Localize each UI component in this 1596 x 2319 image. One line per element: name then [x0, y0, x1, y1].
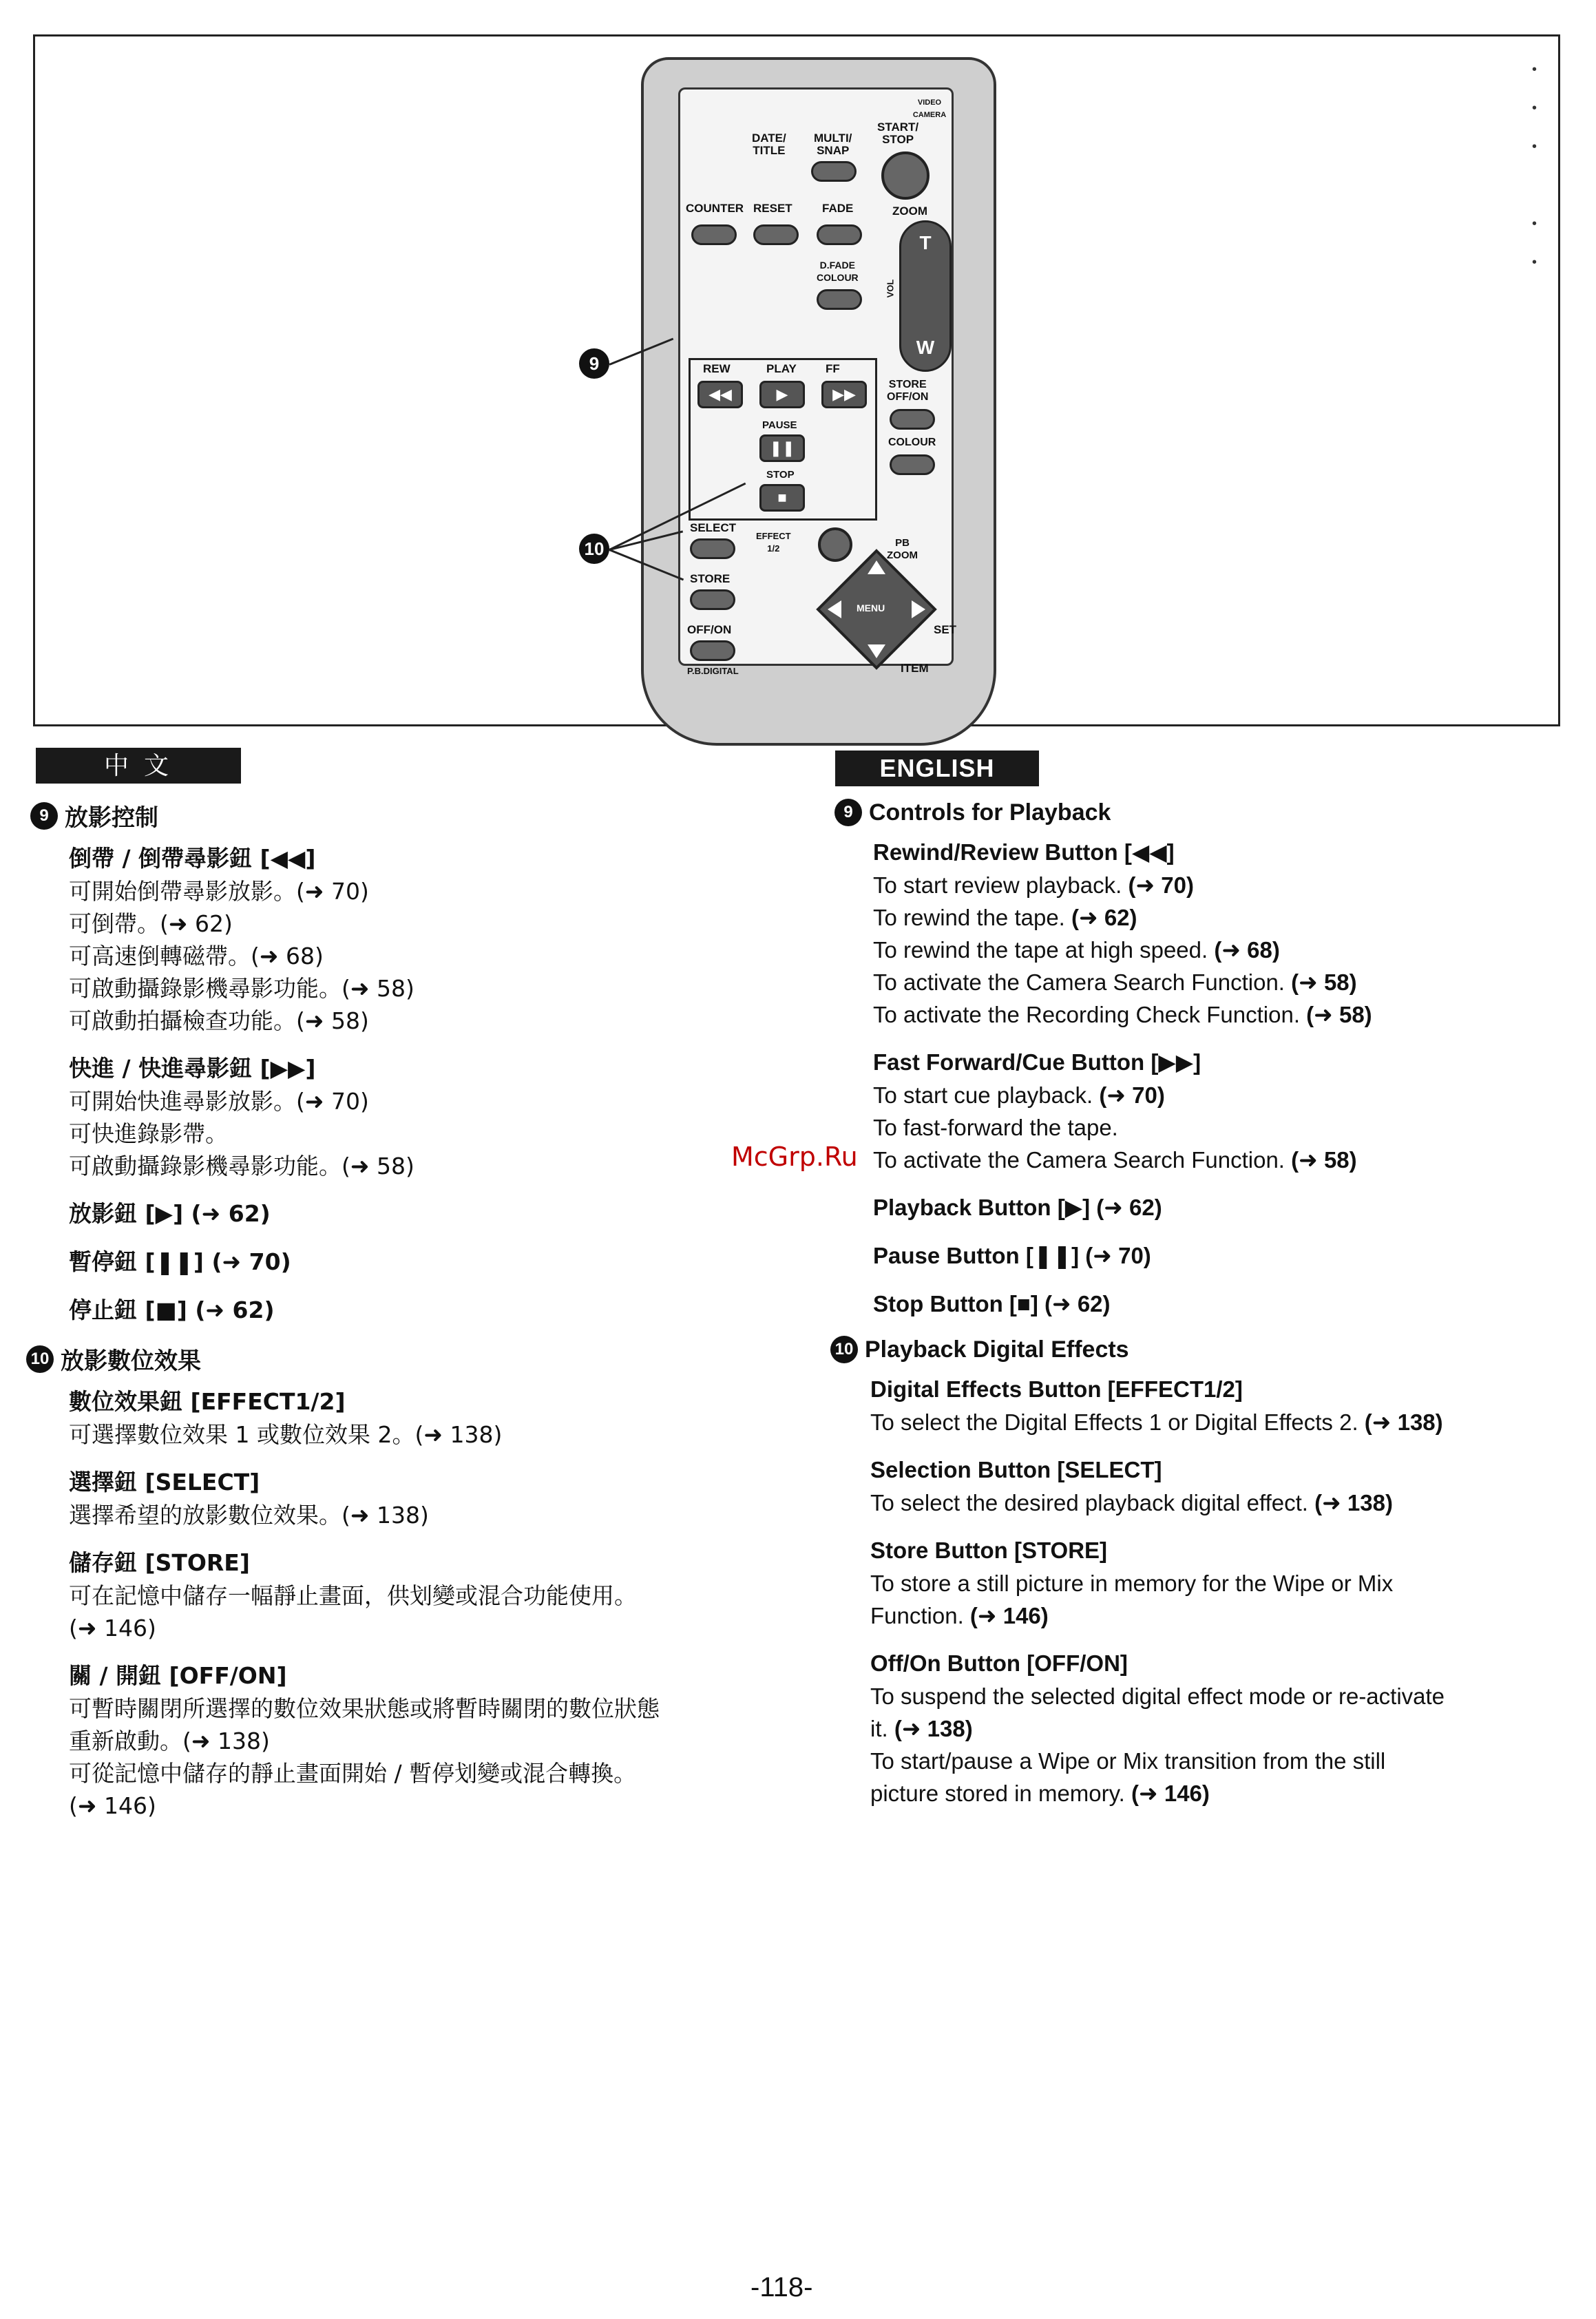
- en-store-title: Store Button [STORE]: [870, 1538, 1108, 1563]
- en-select-title: Selection Button [SELECT]: [870, 1457, 1162, 1482]
- zh-play-title: 放影鈕 [▶] (➜ 62): [69, 1200, 271, 1227]
- en-rewind-line2-text: To rewind the tape.: [873, 905, 1065, 930]
- en-rewind-line3-text: To rewind the tape at high speed.: [873, 937, 1208, 963]
- zh-ff-line2: 可快進錄影帶。: [69, 1120, 228, 1147]
- zh-effect-title: 數位效果鈕 [EFFECT1/2]: [69, 1388, 346, 1415]
- edge-marks: • • • • •: [1532, 62, 1537, 270]
- watermark: McGrp.Ru: [731, 1142, 858, 1172]
- en-select-line1: [870, 1487, 1564, 1519]
- en-rewind-line5-ref: (➜ 58): [1306, 1002, 1372, 1027]
- en-select-line1-ref: (➜ 138): [1314, 1490, 1393, 1515]
- zh-select-title: 選擇鈕 [SELECT]: [69, 1469, 260, 1496]
- pb-digital-label: P.B.DIGITAL: [687, 666, 739, 676]
- zh-rewind-line3: 可高速倒轉磁帶。(➜ 68): [69, 943, 324, 969]
- en-offon-line4-ref: (➜ 146): [1131, 1781, 1210, 1806]
- start-stop-button: [881, 151, 930, 200]
- zh-ff-line3: 可啟動攝錄影機尋影功能。(➜ 58): [69, 1153, 414, 1179]
- en-stop-item: [873, 1288, 1564, 1321]
- zh-rewind-line1: 可開始倒帶尋影放影。(➜ 70): [69, 878, 369, 905]
- d-fade-colour-label: D.FADE COLOUR: [817, 260, 859, 283]
- fade-label: FADE: [822, 202, 854, 215]
- en-offon-line4: [870, 1777, 1564, 1809]
- zh-store-line1: 可在記憶中儲存一幅靜止畫面，供划變或混合功能使用。: [69, 1582, 637, 1609]
- zh-offon-line1: 可暫時關閉所選擇的數位效果狀態或將暫時關閉的數位狀態: [69, 1695, 660, 1722]
- en-store-line2-ref: (➜ 146): [969, 1603, 1049, 1628]
- zh-sec9-title: 放影控制: [65, 805, 158, 831]
- zh-play-item: [69, 1197, 760, 1230]
- zh-rewind-line4: 可啟動攝錄影機尋影功能。(➜ 58): [69, 975, 414, 1002]
- play-label: PLAY: [766, 362, 797, 375]
- en-ff-line1: [873, 1079, 1564, 1111]
- pause-label: PAUSE: [762, 419, 797, 431]
- zoom-rocker: [899, 220, 952, 372]
- remote-button-panel: [678, 87, 957, 676]
- offon-label: OFF/ON: [687, 623, 732, 636]
- en-effect-line1-ref: (➜ 138): [1364, 1409, 1443, 1435]
- en-play-item: [873, 1191, 1564, 1224]
- reset-label: RESET: [753, 202, 792, 215]
- zh-ff-line1: 可開始快進尋影放影。(➜ 70): [69, 1088, 369, 1115]
- en-pause-title: Pause Button [❚❚] (➜ 70): [873, 1243, 1151, 1268]
- en-ff-line1-text: To start cue playback.: [873, 1082, 1093, 1108]
- colour-label: COLOUR: [888, 437, 936, 448]
- chinese-header: 中 文: [36, 748, 241, 784]
- en-ff-line2: To fast-forward the tape.: [873, 1115, 1118, 1140]
- zh-store-title: 儲存鈕 [STORE]: [69, 1549, 250, 1576]
- stop-label: STOP: [766, 469, 795, 481]
- zh-rewind-line5: 可啟動拍攝檢查功能。(➜ 58): [69, 1007, 369, 1034]
- zh-select-item: [69, 1466, 760, 1531]
- en-offon-title: Off/On Button [OFF/ON]: [870, 1650, 1128, 1676]
- item-label: ITEM: [901, 662, 929, 675]
- en-offon-line2: [870, 1712, 1564, 1745]
- en-store-line2: [870, 1599, 1564, 1632]
- en-effect-item: [870, 1373, 1564, 1438]
- en-sec9-heading: [834, 799, 1564, 826]
- remote-control-illustration: [641, 57, 996, 746]
- en-pause-item: [873, 1239, 1564, 1272]
- zh-pause-item: [69, 1246, 760, 1279]
- chinese-column: [30, 799, 760, 1837]
- store-button-illustration: [690, 589, 735, 610]
- zh-rewind-item: [69, 842, 760, 1037]
- zh-effect-line1: 可選擇數位效果 1 或數位效果 2。(➜ 138): [69, 1421, 503, 1448]
- zoom-t-label: T: [919, 232, 932, 253]
- zh-stop-title: 停止鈕 [■] (➜ 62): [69, 1297, 275, 1323]
- en-rewind-item: [873, 836, 1564, 1031]
- multi-snap-label: MULTI/ SNAP: [814, 132, 852, 157]
- zh-pause-title: 暫停鈕 [❚❚] (➜ 70): [69, 1248, 291, 1275]
- zh-sec10-heading: [26, 1342, 760, 1376]
- reset-button: [753, 224, 799, 245]
- play-button-illustration: ▶: [759, 381, 805, 408]
- fast-forward-button-illustration: ▶▶: [821, 381, 867, 408]
- store-offon-label: STORE OFF/ON: [887, 379, 929, 403]
- rewind-button-illustration: ◀◀: [697, 381, 743, 408]
- en-rewind-line1-ref: (➜ 70): [1128, 872, 1194, 898]
- en-rewind-line2-ref: (➜ 62): [1071, 905, 1137, 930]
- menu-label: MENU: [857, 602, 885, 613]
- en-sec10-heading: [830, 1336, 1564, 1363]
- en-store-line2-text: Function.: [870, 1603, 964, 1628]
- en-rewind-line5-text: To activate the Recording Check Function.: [873, 1002, 1300, 1027]
- zh-offon-line4: (➜ 146): [69, 1792, 156, 1819]
- en-offon-line2-text: it.: [870, 1716, 888, 1741]
- zh-rewind-title: 倒帶 / 倒帶尋影鈕 [◀◀]: [69, 845, 316, 872]
- select-label: SELECT: [690, 521, 737, 534]
- ff-label: FF: [826, 362, 840, 375]
- zoom-w-label: W: [916, 337, 935, 358]
- multi-snap-button: [811, 161, 857, 182]
- en-play-title: Playback Button [▶] (➜ 62): [873, 1195, 1162, 1220]
- zh-rewind-line2: 可倒帶。(➜ 62): [69, 910, 233, 937]
- en-rewind-line3: [873, 934, 1564, 966]
- en-ff-title: Fast Forward/Cue Button [▶▶]: [873, 1049, 1201, 1075]
- offon-button-illustration: [690, 640, 735, 661]
- en-stop-title: Stop Button [■] (➜ 62): [873, 1291, 1111, 1316]
- colour-button: [890, 454, 935, 475]
- en-rewind-line2: [873, 901, 1564, 934]
- en-ff-line3-ref: (➜ 58): [1291, 1147, 1357, 1173]
- en-sec10-title: Playback Digital Effects: [865, 1336, 1129, 1363]
- en-rewind-line5: [873, 998, 1564, 1031]
- zh-ff-item: [69, 1052, 760, 1182]
- en-rewind-title: Rewind/Review Button [◀◀]: [873, 839, 1175, 865]
- menu-direction-pad: [811, 544, 957, 675]
- en-store-item: [870, 1534, 1564, 1632]
- en-ff-line1-ref: (➜ 70): [1099, 1082, 1165, 1108]
- en-rewind-line1: [873, 869, 1564, 901]
- callout-9: 9: [579, 348, 609, 379]
- zh-offon-line2: 重新啟動。(➜ 138): [69, 1728, 270, 1754]
- zh-select-line1: 選擇希望的放影數位效果。(➜ 138): [69, 1502, 429, 1529]
- en-effect-title: Digital Effects Button [EFFECT1/2]: [870, 1376, 1243, 1402]
- zh-sec10-title: 放影數位效果: [61, 1348, 201, 1374]
- select-button-illustration: [690, 538, 735, 559]
- store-offon-button: [890, 409, 935, 430]
- english-column: [834, 799, 1564, 1825]
- en-sec10-number: 10: [830, 1336, 858, 1363]
- d-fade-button: [817, 289, 862, 310]
- en-offon-line1: To suspend the selected digital effect mode or re-activate: [870, 1683, 1445, 1709]
- volume-label: VOL: [885, 279, 896, 298]
- en-ff-line3-text: To activate the Camera Search Function.: [873, 1147, 1285, 1173]
- zh-offon-title: 關 / 開鈕 [OFF/ON]: [69, 1662, 287, 1689]
- zh-effect-item: [69, 1385, 760, 1451]
- en-select-line1-text: To select the desired playback digital effect.: [870, 1490, 1308, 1515]
- en-select-item: [870, 1454, 1564, 1519]
- en-offon-line2-ref: (➜ 138): [894, 1716, 973, 1741]
- en-rewind-line1-text: To start review playback.: [873, 872, 1122, 898]
- english-header: ENGLISH: [835, 751, 1039, 786]
- date-title-label: DATE/ TITLE: [752, 132, 786, 157]
- en-sec9-title: Controls for Playback: [869, 799, 1111, 826]
- pause-button-illustration: ❚❚: [759, 434, 805, 462]
- en-rewind-line3-ref: (➜ 68): [1214, 937, 1280, 963]
- en-effect-line1: [870, 1406, 1564, 1438]
- remote-brand-label: VIDEO CAMERA: [912, 98, 947, 119]
- zoom-label: ZOOM: [892, 204, 927, 218]
- effect-label: EFFECT 1/2: [756, 531, 791, 554]
- store-label: STORE: [690, 572, 731, 585]
- zh-ff-title: 快進 / 快進尋影鈕 [▶▶]: [69, 1055, 316, 1082]
- stop-button-illustration: ■: [759, 484, 805, 512]
- illustration-frame: [33, 34, 1560, 726]
- en-offon-line4-text: picture stored in memory.: [870, 1781, 1125, 1806]
- fade-button: [817, 224, 862, 245]
- pb-zoom-label: PB ZOOM: [887, 537, 918, 561]
- en-sec9-number: 9: [834, 799, 862, 826]
- en-rewind-line4: [873, 966, 1564, 998]
- en-ff-line3: [873, 1144, 1564, 1176]
- en-effect-line1-text: To select the Digital Effects 1 or Digital Effects 2.: [870, 1409, 1358, 1435]
- zh-offon-item: [69, 1659, 760, 1822]
- en-offon-line3: To start/pause a Wipe or Mix transition from the still: [870, 1748, 1386, 1774]
- page-number: -118-: [750, 2272, 813, 2302]
- en-offon-item: [870, 1647, 1564, 1809]
- zh-offon-line3: 可從記憶中儲存的靜止畫面開始 / 暫停划變或混合轉換。: [69, 1760, 637, 1787]
- zh-store-item: [69, 1546, 760, 1644]
- en-rewind-line4-text: To activate the Camera Search Function.: [873, 969, 1285, 995]
- counter-label: COUNTER: [686, 202, 744, 215]
- zh-sec9-number: 9: [30, 802, 58, 830]
- en-ff-item: [873, 1046, 1564, 1176]
- en-store-line1: To store a still picture in memory for the Wipe or Mix: [870, 1571, 1394, 1596]
- callout-10: 10: [579, 534, 609, 564]
- set-label: SET: [934, 623, 957, 636]
- en-rewind-line4-ref: (➜ 58): [1291, 969, 1357, 995]
- rew-label: REW: [703, 362, 731, 375]
- counter-button: [691, 224, 737, 245]
- zh-store-line2: (➜ 146): [69, 1615, 156, 1641]
- start-stop-label: START/ STOP: [877, 120, 919, 146]
- zh-sec9-heading: [30, 799, 760, 832]
- zh-stop-item: [69, 1294, 760, 1327]
- zh-sec10-number: 10: [26, 1345, 54, 1373]
